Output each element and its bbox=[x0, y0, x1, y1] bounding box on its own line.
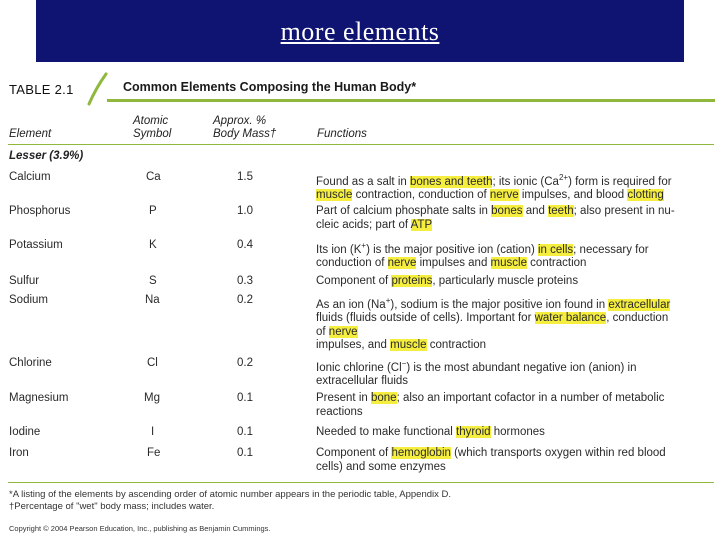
table-row-element: Sodium bbox=[9, 294, 48, 306]
table-row-symbol: S bbox=[149, 275, 157, 287]
column-header-symbol-line2: Symbol bbox=[133, 128, 172, 140]
table-heading: Common Elements Composing the Human Body* bbox=[123, 80, 417, 94]
slide-title: more elements bbox=[280, 17, 440, 46]
section-label: Lesser (3.9%) bbox=[9, 150, 84, 162]
table-row-mass: 0.2 bbox=[237, 294, 253, 306]
table-row-mass: 0.1 bbox=[237, 392, 253, 404]
table-row-mass: 0.1 bbox=[237, 447, 253, 459]
top-rule bbox=[107, 99, 715, 102]
table-row-symbol: I bbox=[151, 426, 155, 438]
elements-table bbox=[0, 64, 720, 540]
table-row-function: Its ion (K+) is the major positive ion (cation) in cells; necessary for conduction of nerve impulses and muscle contraction bbox=[316, 241, 649, 270]
table-row-symbol: Na bbox=[145, 294, 160, 306]
table-row-function: Needed to make functional thyroid hormones bbox=[316, 426, 545, 438]
header-rule bbox=[8, 144, 714, 145]
table-row-symbol: Cl bbox=[147, 357, 158, 369]
table-row-mass: 1.5 bbox=[237, 171, 253, 183]
table-row-function: Found as a salt in bones and teeth; its ionic $(Ca^{2+})$ form is required for muscle contraction, conduction of nerve impulses, and blood clotting bbox=[316, 173, 672, 202]
table-row-mass: 1.0 bbox=[237, 205, 253, 217]
table-row-symbol: Fe bbox=[147, 447, 161, 459]
column-header-symbol-line1: Atomic bbox=[133, 115, 169, 127]
column-header-mass bbox=[213, 115, 276, 141]
table-row-mass: 0.3 bbox=[237, 275, 253, 287]
table-row-mass: 0.1 bbox=[237, 426, 253, 438]
table-row-function: Present in bone; also an important cofactor in a number of metabolic reactions bbox=[316, 392, 665, 418]
table-row-function: Ionic chlorine (Cl−) is the most abundant negative ion (anion) in extracellular fluids bbox=[316, 359, 637, 388]
footnote-dagger: †Percentage of "wet" body mass; includes water. bbox=[9, 501, 215, 512]
table-row-function: Component of proteins, particularly muscle proteins bbox=[316, 275, 579, 287]
table-row-element: Iodine bbox=[9, 426, 41, 438]
table-row-element: Sulfur bbox=[9, 275, 40, 287]
table-row-element: Phosphorus bbox=[9, 205, 71, 217]
table-row-mass: 0.2 bbox=[237, 357, 253, 369]
table-row-symbol: P bbox=[149, 205, 157, 217]
bottom-rule bbox=[8, 482, 714, 483]
table-row-symbol: K bbox=[149, 239, 157, 251]
footnote-asterisk: *A listing of the elements by ascending order of atomic number appears in the periodic table, Appendix D. bbox=[9, 489, 452, 500]
column-header-mass-line1: Approx. % bbox=[213, 115, 267, 127]
table-row-symbol: Ca bbox=[146, 171, 161, 183]
table-row-element: Potassium bbox=[9, 239, 63, 251]
table-number: TABLE 2.1 bbox=[9, 82, 74, 97]
table-row-element: Chlorine bbox=[9, 357, 52, 369]
column-header-element: Element bbox=[9, 128, 52, 140]
table-row-function: Part of calcium phosphate salts in bones and teeth; also present in nu- cleic acids; part of ATP bbox=[316, 205, 675, 231]
table-row-element: Iron bbox=[9, 447, 29, 459]
column-header-functions: Functions bbox=[317, 128, 367, 140]
table-row-mass: 0.4 bbox=[237, 239, 253, 251]
table-row-symbol: Mg bbox=[144, 392, 160, 404]
column-header-mass-line2: Body Mass† bbox=[213, 128, 277, 140]
column-header-symbol bbox=[133, 115, 171, 141]
copyright: Copyright © 2004 Pearson Education, Inc., publishing as Benjamin Cummings. bbox=[9, 524, 271, 533]
table-row-element: Magnesium bbox=[9, 392, 69, 404]
table-row-element: Calcium bbox=[9, 171, 51, 183]
table-row-function: Component of hemoglobin (which transports oxygen within red blood cells) and some enzymes bbox=[316, 447, 666, 473]
title-banner bbox=[36, 0, 684, 62]
table-row-function: As an ion (Na+), sodium is the major positive ion found in extracellular fluids (fluids outside of cells). Important for water balance, conduction of nerve impulses, and muscle contraction bbox=[316, 296, 671, 352]
